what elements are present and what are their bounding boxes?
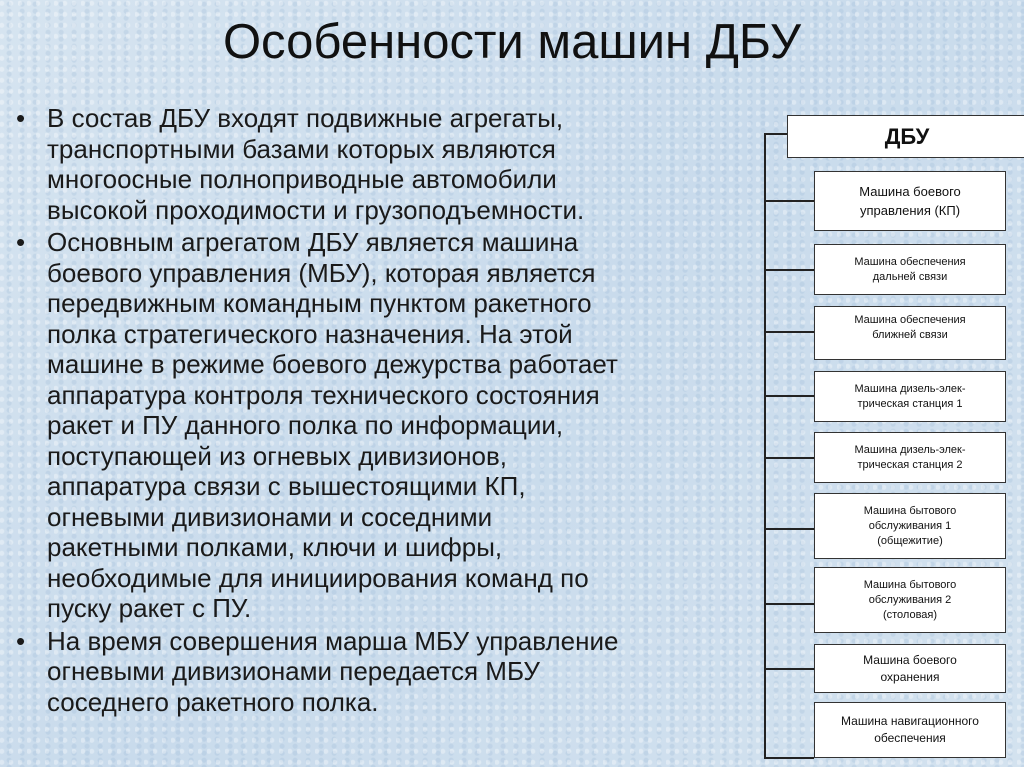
diagram-box (814, 432, 1006, 483)
text-line: полка стратегического назначения. На этой (47, 318, 573, 349)
box-text: Машина боевого (859, 184, 961, 199)
box-text: Машина бытового (863, 578, 957, 591)
connector-line (764, 200, 814, 202)
text-line: огневыми дивизионами передается МБУ (47, 656, 540, 686)
text-line: транспортными базами которых являются (47, 133, 556, 164)
diagram-root-box (787, 115, 1024, 158)
slide-title: Особенности машин ДБУ (222, 15, 802, 69)
bullet-icon: • (16, 103, 26, 133)
box-text: трическая станция 1 (857, 397, 963, 410)
text-line: поступающей из огневых дивизионов, (47, 440, 508, 471)
diagram-box (814, 171, 1006, 231)
box-text: трическая станция 2 (857, 458, 963, 471)
box-text: Машина навигационного (841, 714, 979, 728)
connector-line (764, 528, 814, 530)
bullet-icon: • (16, 227, 26, 257)
text-line: пуску ракет с ПУ. (47, 593, 252, 623)
text-line: На время совершения марша МБУ управление (47, 625, 619, 656)
connector-line (764, 757, 814, 759)
connector-line (764, 331, 814, 333)
bullet-item (16, 626, 756, 718)
box-text: Машина дизель-элек- (854, 443, 966, 456)
box-text: охранения (880, 669, 940, 684)
text-line: Основным агрегатом ДБУ является машина (47, 227, 579, 257)
connector-line (764, 269, 814, 271)
bullet-item (16, 103, 756, 225)
text-line: аппаратура связи с вышестоящими КП, (47, 471, 526, 501)
text-line: ракет и ПУ данного полка по информации, (47, 410, 564, 440)
bullet-list (16, 103, 756, 719)
root-label: ДБУ (884, 123, 930, 149)
connector-line (764, 133, 787, 135)
box-text: обеспечения (874, 731, 946, 745)
text-line: аппаратура контроля технического состояния (47, 379, 600, 410)
diagram-box (814, 244, 1006, 295)
text-line: высокой проходимости и грузоподъемности. (47, 194, 585, 225)
box-text: Машина обеспечения (854, 314, 966, 326)
connector-line (764, 668, 814, 670)
box-text: Машина дизель-элек- (854, 382, 966, 395)
box-text: Машина боевого (863, 652, 957, 667)
diagram-box (814, 702, 1006, 758)
box-text: ближней связи (872, 329, 948, 341)
diagram-box (814, 493, 1006, 559)
connector-line (764, 395, 814, 397)
bullet-item (16, 227, 756, 624)
box-text: (общежитие) (877, 534, 943, 547)
connector-line (764, 457, 814, 459)
text-line: передвижным командным пунктом ракетного (47, 288, 592, 318)
text-line: боевого управления (МБУ), которая является (47, 257, 596, 288)
box-text: Машина обеспечения (854, 255, 966, 268)
diagram-box (814, 644, 1006, 693)
diagram-box (814, 371, 1006, 422)
text-line: необходимые для инициирования команд по (47, 562, 589, 593)
box-text: (столовая) (882, 608, 938, 621)
connector-line (764, 603, 814, 605)
text-line: многоосные полноприводные автомобили (47, 164, 557, 194)
box-text: управления (КП) (859, 203, 961, 218)
diagram-box (814, 306, 1006, 360)
diagram-box (814, 567, 1006, 633)
box-text: обслуживания 2 (868, 593, 952, 606)
text-line: огневыми дивизионами и соседними (47, 501, 493, 532)
text-line: соседнего ракетного полка. (47, 686, 379, 717)
text-line: В состав ДБУ входят подвижные агрегаты, (47, 103, 564, 133)
text-line: ракетными полками, ключи и шифры, (47, 532, 503, 562)
text-line: машине в режиме боевого дежурства работает (47, 349, 618, 379)
box-text: дальней связи (872, 270, 948, 283)
box-text: обслуживания 1 (868, 519, 952, 532)
connector-trunk (764, 133, 766, 758)
box-text: Машина бытового (863, 504, 957, 517)
bullet-icon: • (16, 625, 26, 656)
